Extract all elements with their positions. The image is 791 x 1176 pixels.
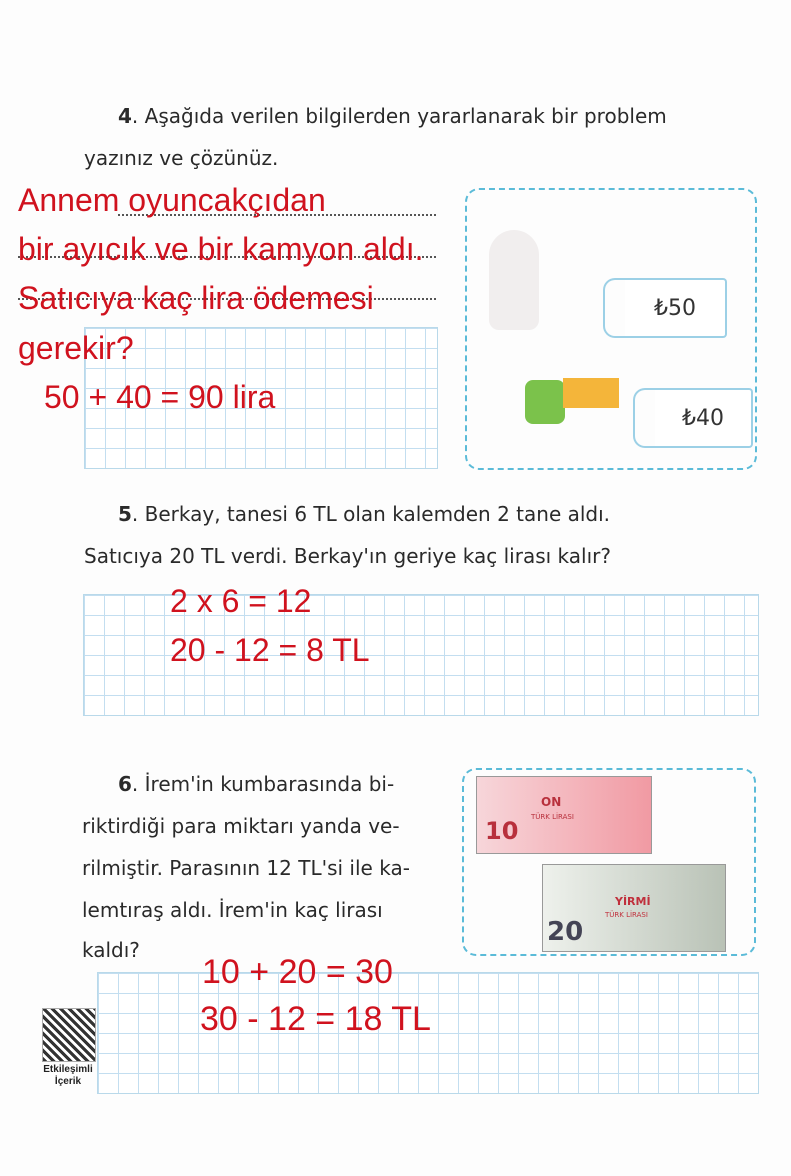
q4-answer-line: Annem oyuncakçıdan [18, 182, 326, 218]
truck-cab-image [525, 380, 565, 424]
q4-text: Aşağıda verilen bilgilerden yararlanarak bir problem [144, 104, 667, 128]
q5-text: Berkay, tanesi 6 TL olan kalemden 2 tane aldı. [144, 502, 611, 526]
q5-solution-line: 2 x 6 = 12 [170, 583, 312, 619]
q6-line: rilmiştir. Parasının 12 TL'si ile ka- [82, 856, 410, 880]
q6-line: riktirdiği para miktarı yanda ve- [82, 814, 400, 838]
q6-text: İrem'in kumbarasında bi- [144, 772, 395, 796]
q4-answer-line: gerekir? [18, 330, 134, 366]
banknote-10-currency: TÜRK LİRASI [531, 813, 574, 821]
q6-solution-line: 10 + 20 = 30 [202, 953, 393, 991]
q5-line2: Satıcıya 20 TL verdi. Berkay'ın geriye kaç lirası kalır? [84, 544, 611, 568]
banknote-10 [476, 776, 652, 854]
q5-line1: 5. Berkay, tanesi 6 TL olan kalemden 2 tane aldı. [118, 502, 611, 526]
q6-number: 6 [118, 772, 132, 796]
q4-line1: 4. Aşağıda verilen bilgilerden yararlanarak bir problem [118, 104, 667, 128]
q4-number: 4 [118, 104, 132, 128]
q4-solution: 50 + 40 = 90 lira [44, 379, 276, 415]
banknote-20-currency: TÜRK LİRASI [605, 911, 648, 919]
teddy-bear-image [489, 230, 539, 330]
qr-label-line1: Etkileşimli [43, 1064, 93, 1075]
banknote-20-word: YİRMİ [615, 895, 651, 908]
q4-picture-box [465, 188, 757, 470]
q6-line1: 6. İrem'in kumbarasında bi- [118, 772, 395, 796]
qr-label [30, 1064, 106, 1088]
q4-answer-line: bir ayıcık ve bir kamyon aldı. [18, 231, 424, 267]
q6-banknote-box [462, 768, 756, 956]
q5-solution-line: 20 - 12 = 8 TL [170, 632, 370, 668]
price-tag-truck: ₺40 [655, 388, 753, 448]
truck-bed-image [563, 378, 619, 408]
qr-code-icon[interactable] [42, 1008, 96, 1062]
q6-solution-line: 30 - 12 = 18 TL [200, 1000, 431, 1038]
price-tag-bear: ₺50 [625, 278, 727, 338]
q6-line: lemtıraş aldı. İrem'in kaç lirası [82, 898, 383, 922]
banknote-10-value: 10 [485, 817, 519, 845]
banknote-20-value: 20 [547, 917, 584, 947]
q5-number: 5 [118, 502, 132, 526]
q6-line: kaldı? [82, 938, 140, 962]
q4-answer-line: Satıcıya kaç lira ödemesi [18, 280, 374, 316]
qr-label-line2: İçerik [54, 1076, 82, 1087]
banknote-10-word: ON [541, 795, 562, 809]
q4-line2: yazınız ve çözünüz. [84, 146, 279, 170]
banknote-20 [542, 864, 726, 952]
